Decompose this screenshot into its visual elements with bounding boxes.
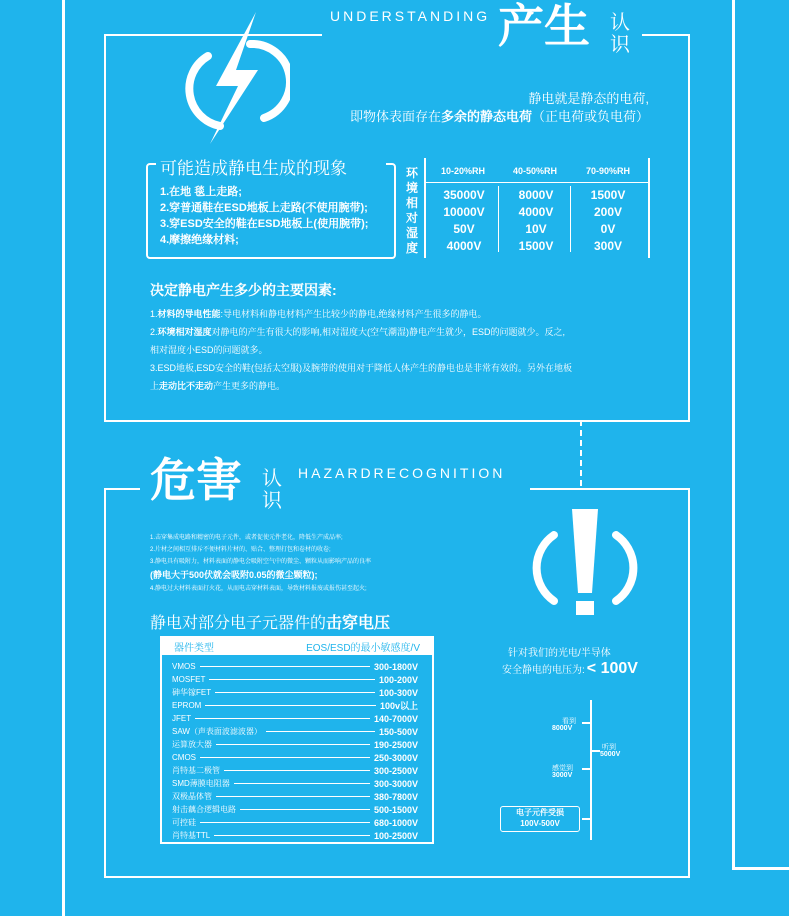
factor-3-pre: 上 <box>150 381 160 391</box>
humidity-cell: 0V <box>600 221 616 236</box>
left-border-line <box>62 0 65 916</box>
factor-1-bold: 材料的导电性能 <box>157 309 221 319</box>
factor-1-no: 1. <box>150 309 158 319</box>
component-row <box>172 777 418 790</box>
scale-tick-see <box>582 722 590 724</box>
intro-line-2-pre: 即物体表面存在 <box>349 109 441 124</box>
intro-line-1: 静电就是静态的电荷, <box>528 91 649 106</box>
intro-line-2 <box>350 106 649 125</box>
component-leader-line <box>205 705 376 706</box>
scale-hear-value: 5000V <box>600 751 621 758</box>
component-voltage: 300-1800V <box>373 661 418 672</box>
safety-value: < 100V <box>586 660 638 677</box>
component-row <box>172 829 418 842</box>
factors-body <box>150 305 670 395</box>
component-leader-line <box>200 757 370 758</box>
humidity-values <box>428 186 644 254</box>
components-title-pre: 静电对部分电子元器件的 <box>150 615 327 632</box>
component-row <box>172 660 418 673</box>
humidity-cell: 4000V <box>518 204 554 219</box>
title-gap-mask <box>322 28 642 42</box>
scale-tick-feel <box>582 768 590 770</box>
hazard-zh-small-2: 识 <box>262 490 282 512</box>
component-name: 可控硅 <box>172 818 196 827</box>
scale-tick-damage <box>582 818 590 820</box>
component-name: SAW（声表面波滤波器） <box>172 727 262 736</box>
component-name: SMD薄膜电阻器 <box>172 779 230 788</box>
component-voltage: 680-1000V <box>373 817 418 828</box>
component-voltage: 300-3000V <box>373 778 418 789</box>
factor-3-text: 产生更多的静电。 <box>213 381 286 391</box>
understanding-zh-small-2: 识 <box>610 34 630 56</box>
hazard-item: 3.静电具有吸附力，材料表面的静电会吸附空气中的微尘、颗粒从而影响产品的良率 <box>150 559 372 565</box>
humidity-row <box>428 220 644 237</box>
component-name: 肖特基TTL <box>172 831 211 840</box>
components-title-bold: 击穿电压 <box>326 615 391 632</box>
intro-line-2-bold: 多余的静态电荷 <box>440 109 532 124</box>
humidity-cell: 1500V <box>518 238 554 253</box>
component-leader-line <box>195 718 370 719</box>
hazard-item: 1.击穿集成电路和精密的电子元件，或者促使元件老化，降低生产成品率; <box>150 535 343 541</box>
component-voltage: 100-300V <box>378 687 418 698</box>
component-row <box>172 816 418 829</box>
hazard-item: 4.静电过大材料表面打火花，从而电击穿材料表面，导致材料报废或报伤甚至起火; <box>150 586 367 592</box>
humidity-cell: 300V <box>593 238 623 253</box>
components-col1: 器件类型 <box>174 643 214 654</box>
humidity-cell: 50V <box>453 221 475 236</box>
understanding-zh-title: 产生 <box>498 0 590 52</box>
humidity-row <box>428 186 644 203</box>
factor-2-line2: 相对湿度小ESD的问题就多。 <box>150 345 268 355</box>
component-row <box>172 725 418 738</box>
scale-feel-label: 感觉到 <box>552 765 573 772</box>
understanding-en-title: UNDERSTANDING <box>330 8 491 24</box>
understanding-zh-small-1: 认 <box>610 12 630 34</box>
component-leader-line <box>266 731 375 732</box>
hazard-zh-small-1: 认 <box>262 468 282 490</box>
factors-title: 决定静电产生多少的主要因素: <box>150 282 337 298</box>
dashed-connector <box>580 420 582 486</box>
component-leader-line <box>216 744 370 745</box>
component-row <box>172 751 418 764</box>
component-voltage: 190-2500V <box>373 739 418 750</box>
component-voltage: 500-1500V <box>373 804 418 815</box>
component-leader-line <box>200 822 370 823</box>
exclamation-icon <box>530 505 640 625</box>
humidity-cell: 1500V <box>590 187 626 202</box>
component-row <box>172 738 418 751</box>
scale-see-value: 8000V <box>552 725 573 732</box>
factor-1 <box>150 305 670 323</box>
components-table <box>160 636 434 844</box>
components-header <box>162 638 432 655</box>
phenomena-item: 2.穿普通鞋在ESD地板上走路(不使用腕带); <box>160 202 368 214</box>
component-voltage: 140-7000V <box>373 713 418 724</box>
component-voltage: 100-200V <box>378 674 418 685</box>
scale-see-label: 看到 <box>562 718 576 725</box>
phenomena-item: 1.在地 毯上走路; <box>160 186 242 198</box>
scale-tick-hear <box>592 750 600 752</box>
hazard-zh-title: 危害 <box>150 454 242 506</box>
humidity-side-label: 环境相对湿度 <box>405 166 418 255</box>
humidity-cell: 4000V <box>446 238 482 253</box>
component-row <box>172 803 418 816</box>
phenomena-title: 可能造成静电生成的现象 <box>160 159 347 178</box>
component-leader-line <box>215 692 375 693</box>
component-voltage: 250-3000V <box>373 752 418 763</box>
component-row <box>172 699 418 712</box>
scale-damage-box <box>500 806 580 832</box>
factor-2-bold: 环境相对湿度 <box>157 327 212 337</box>
scale-damage-label: 电子元件受损 <box>516 808 564 817</box>
scale-feel-value: 3000V <box>552 772 573 779</box>
component-name: VMOS <box>172 662 196 671</box>
component-name: 砷华镓FET <box>172 688 212 697</box>
humidity-cell: 10V <box>525 221 547 236</box>
component-voltage: 150-500V <box>378 726 418 737</box>
hazard-bold-note: (静电大于500伏就会吸附0.05的微尘颗粒); <box>150 570 318 580</box>
component-leader-line <box>214 835 370 836</box>
safety-line-2-text: 安全静电的电压为: <box>502 665 585 676</box>
humidity-header-3: 70-90%RH <box>585 166 631 176</box>
component-row <box>172 712 418 725</box>
safety-line-1: 针对我们的光电/半导体 <box>508 648 611 659</box>
component-row <box>172 790 418 803</box>
component-name: EPROM <box>172 701 202 710</box>
phenomena-item: 4.摩擦绝缘材料; <box>160 234 239 246</box>
humidity-row <box>428 203 644 220</box>
factor-3-line2 <box>150 377 670 395</box>
right-border-line <box>732 0 735 870</box>
scale-damage-value: 100V-500V <box>520 819 560 828</box>
component-voltage: 380-7800V <box>373 791 418 802</box>
factor-1-text: :导电材料和静电材料产生比较少的静电,绝缘材料产生很多的静电。 <box>220 309 487 319</box>
humidity-row <box>428 237 644 254</box>
hazard-en-title: HAZARDRECOGNITION <box>298 465 506 481</box>
safety-line-2 <box>502 660 638 678</box>
component-voltage: 100-2500V <box>373 830 418 841</box>
component-leader-line <box>216 796 370 797</box>
component-leader-line <box>224 770 370 771</box>
right-bottom-line <box>732 867 789 870</box>
component-leader-line <box>240 809 370 810</box>
factor-2-text: 对静电的产生有很大的影响,相对湿度大(空气潮湿)静电产生就少，ESD的问题就少。反之, <box>211 327 566 337</box>
component-name: 射击藕合逻辑电路 <box>172 805 236 814</box>
component-name: 肖特基二极管 <box>172 766 220 775</box>
component-name: MOSFET <box>172 675 206 684</box>
component-name: 双极晶体管 <box>172 792 212 801</box>
component-voltage: 300-2500V <box>373 765 418 776</box>
hazard-item: 2.片材之间相互排斥不便材料片材的、贴合、整理打包和卷材的收卷; <box>150 547 331 553</box>
hazard-list <box>150 532 470 595</box>
factor-2-no: 2. <box>150 327 158 337</box>
component-voltage: 100v以上 <box>379 701 418 711</box>
humidity-header-line <box>424 182 648 183</box>
component-leader-line <box>209 679 375 680</box>
humidity-header-1: 10-20%RH <box>440 166 486 176</box>
voltage-scale-line <box>590 700 592 840</box>
component-row <box>172 686 418 699</box>
component-name: CMOS <box>172 753 196 762</box>
intro-line-2-post: （正电荷或负电荷） <box>531 109 649 124</box>
scale-hear-label: 听到 <box>602 744 616 751</box>
component-name: JFET <box>172 714 192 723</box>
humidity-header-2: 40-50%RH <box>512 166 558 176</box>
components-title <box>150 610 390 633</box>
humidity-cell: 8000V <box>518 187 554 202</box>
factor-2 <box>150 323 670 341</box>
humidity-cell: 10000V <box>443 204 485 219</box>
component-leader-line <box>234 783 370 784</box>
humidity-cell: 35000V <box>443 187 485 202</box>
component-leader-line <box>200 666 370 667</box>
lightning-icon <box>180 8 290 148</box>
component-row <box>172 764 418 777</box>
component-row <box>172 673 418 686</box>
phenomena-list <box>160 184 368 248</box>
humidity-cell: 200V <box>593 204 623 219</box>
component-name: 运算放大器 <box>172 740 212 749</box>
phenomena-item: 3.穿ESD安全的鞋在ESD地板上(使用腕带); <box>160 218 369 230</box>
components-col2: EOS/ESD的最小敏感度/V <box>306 643 420 654</box>
factor-3-bold: 走动比不走动 <box>159 381 214 391</box>
factor-3-line1: 3.ESD地板,ESD安全的鞋(包括太空服)及腕带的使用对于降低人体产生的静电也是非常有效的。另外在地板 <box>150 363 573 373</box>
